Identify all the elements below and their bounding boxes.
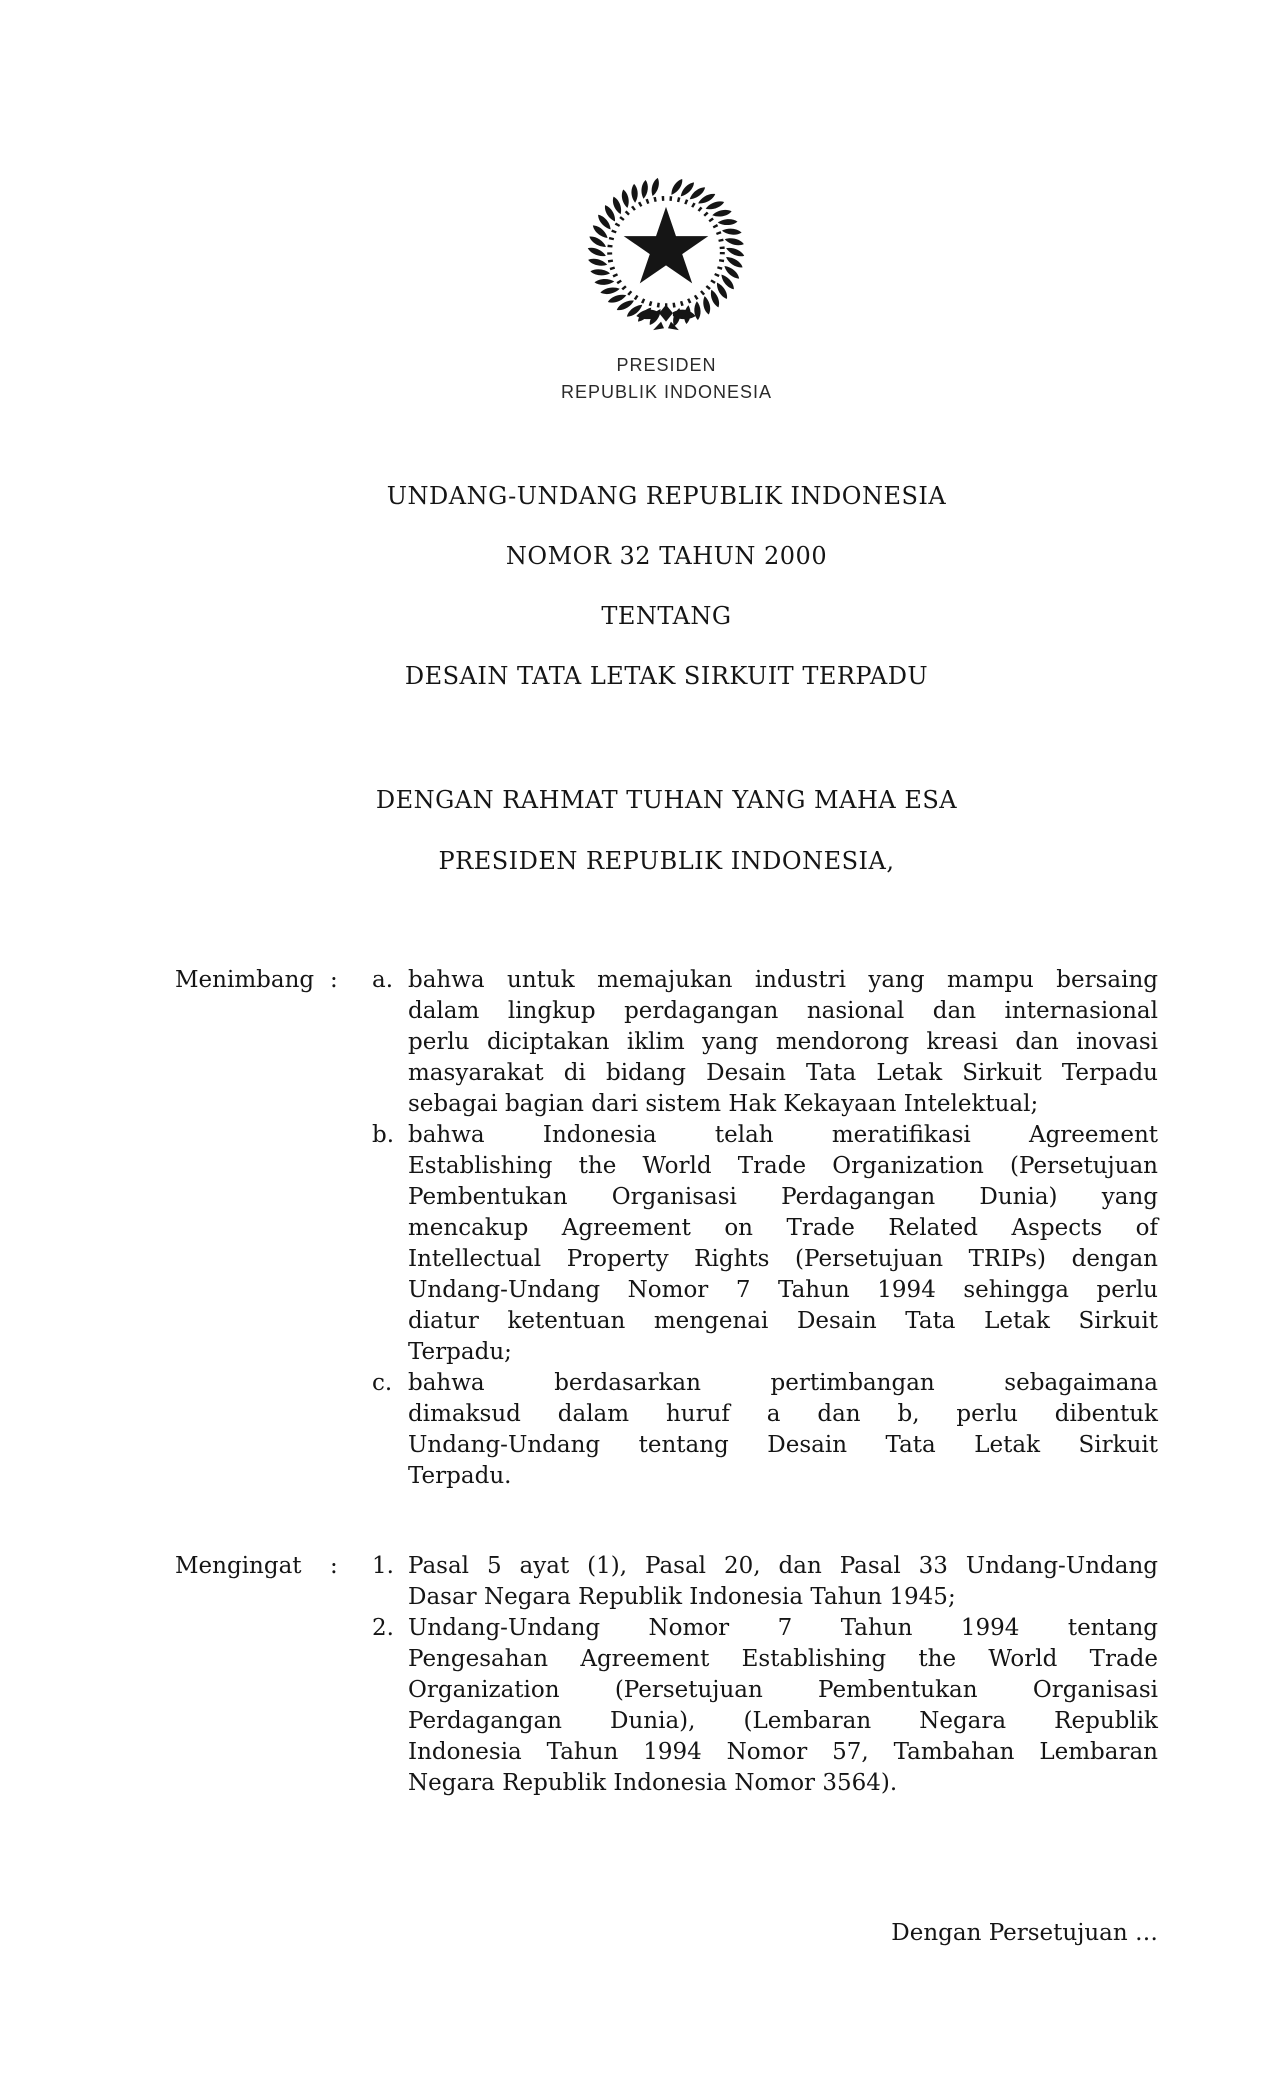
section-menimbang	[175, 965, 1158, 1492]
letterhead-line-presiden: PRESIDEN	[616, 355, 717, 375]
body-line: Undang-Undang Nomor 7 Tahun 1994 sehingga perlu	[408, 1277, 1158, 1303]
preamble-line2: PRESIDEN REPUBLIK INDONESIA,	[438, 847, 895, 875]
section-colon: :	[330, 967, 338, 993]
body-line: dimaksud dalam huruf a dan b, perlu dibentuk	[408, 1401, 1158, 1427]
doc-title-line2: NOMOR 32 TAHUN 2000	[505, 542, 828, 570]
body-line: Terpadu;	[408, 1339, 512, 1365]
body-line: dalam lingkup perdagangan nasional dan internasional	[408, 998, 1158, 1024]
body-line: bahwa Indonesia telah meratifikasi Agreement	[408, 1122, 1158, 1148]
list-item-2	[372, 1613, 1158, 1799]
body-line: Organization (Persetujuan Pembentukan Organisasi	[408, 1677, 1158, 1703]
item-text	[408, 1613, 1158, 1799]
item-text	[408, 1368, 1158, 1492]
body-line: Negara Republik Indonesia Nomor 3564).	[408, 1770, 898, 1796]
section-label: Menimbang	[175, 967, 315, 993]
continuation-catchword: Dengan Persetujuan …	[891, 1920, 1158, 1946]
body-line: Intellectual Property Rights (Persetujuan TRIPs) dengan	[408, 1246, 1158, 1272]
list-item-1	[372, 1551, 1158, 1613]
body-line: bahwa berdasarkan pertimbangan sebagaimana	[408, 1370, 1158, 1396]
body-line: bahwa untuk memajukan industri yang mampu bersaing	[408, 967, 1158, 993]
letterhead	[175, 352, 1158, 406]
body-line: Pengesahan Agreement Establishing the World Trade	[408, 1646, 1158, 1672]
section-mengingat	[175, 1551, 1158, 1799]
item-marker: 2.	[372, 1615, 394, 1641]
doc-title-line4: DESAIN TATA LETAK SIRKUIT TERPADU	[404, 662, 929, 690]
body-line: Dasar Negara Republik Indonesia Tahun 1945;	[408, 1584, 956, 1610]
doc-title-line1: UNDANG-UNDANG REPUBLIK INDONESIA	[386, 482, 947, 510]
item-text	[408, 965, 1158, 1120]
body-line: Pasal 5 ayat (1), Pasal 20, dan Pasal 33 Undang-Undang	[408, 1553, 1158, 1579]
body-line: Pembentukan Organisasi Perdagangan Dunia) yang	[408, 1184, 1158, 1210]
body-line: mencakup Agreement on Trade Related Aspects of	[408, 1215, 1158, 1241]
star-icon	[624, 207, 709, 284]
body-line: diatur ketentuan mengenai Desain Tata Letak Sirkuit	[408, 1308, 1158, 1334]
letterhead-line-republik-indonesia: REPUBLIK INDONESIA	[560, 382, 773, 402]
body-line: masyarakat di bidang Desain Tata Letak Sirkuit Terpadu	[408, 1060, 1158, 1086]
body-line: Undang-Undang tentang Desain Tata Letak Sirkuit	[408, 1432, 1158, 1458]
item-marker: c.	[372, 1370, 393, 1396]
body-line: perlu diciptakan iklim yang mendorong kreasi dan inovasi	[408, 1029, 1158, 1055]
item-marker: b.	[372, 1122, 395, 1148]
body-line: Establishing the World Trade Organization (Persetujuan	[408, 1153, 1158, 1179]
doc-title-line3: TENTANG	[601, 602, 732, 630]
section-label: Mengingat	[175, 1553, 302, 1579]
preamble-line1: DENGAN RAHMAT TUHAN YANG MAHA ESA	[375, 786, 958, 814]
body-line: Perdagangan Dunia), (Lembaran Negara Republik	[408, 1708, 1158, 1734]
body-line: Terpadu.	[408, 1463, 512, 1489]
body-line: Undang-Undang Nomor 7 Tahun 1994 tentang	[408, 1615, 1158, 1641]
state-emblem-star-wreath-icon	[582, 172, 750, 332]
list-item-a	[372, 965, 1158, 1120]
list-item-c	[372, 1368, 1158, 1492]
body-line: Indonesia Tahun 1994 Nomor 57, Tambahan Lembaran	[408, 1739, 1158, 1765]
body-line: sebagai bagian dari sistem Hak Kekayaan Intelektual;	[408, 1091, 1039, 1117]
list-item-b	[372, 1120, 1158, 1368]
item-marker: a.	[372, 967, 394, 993]
item-text	[408, 1120, 1158, 1368]
item-text	[408, 1551, 1158, 1613]
section-colon: :	[330, 1553, 338, 1579]
item-marker: 1.	[372, 1553, 394, 1579]
